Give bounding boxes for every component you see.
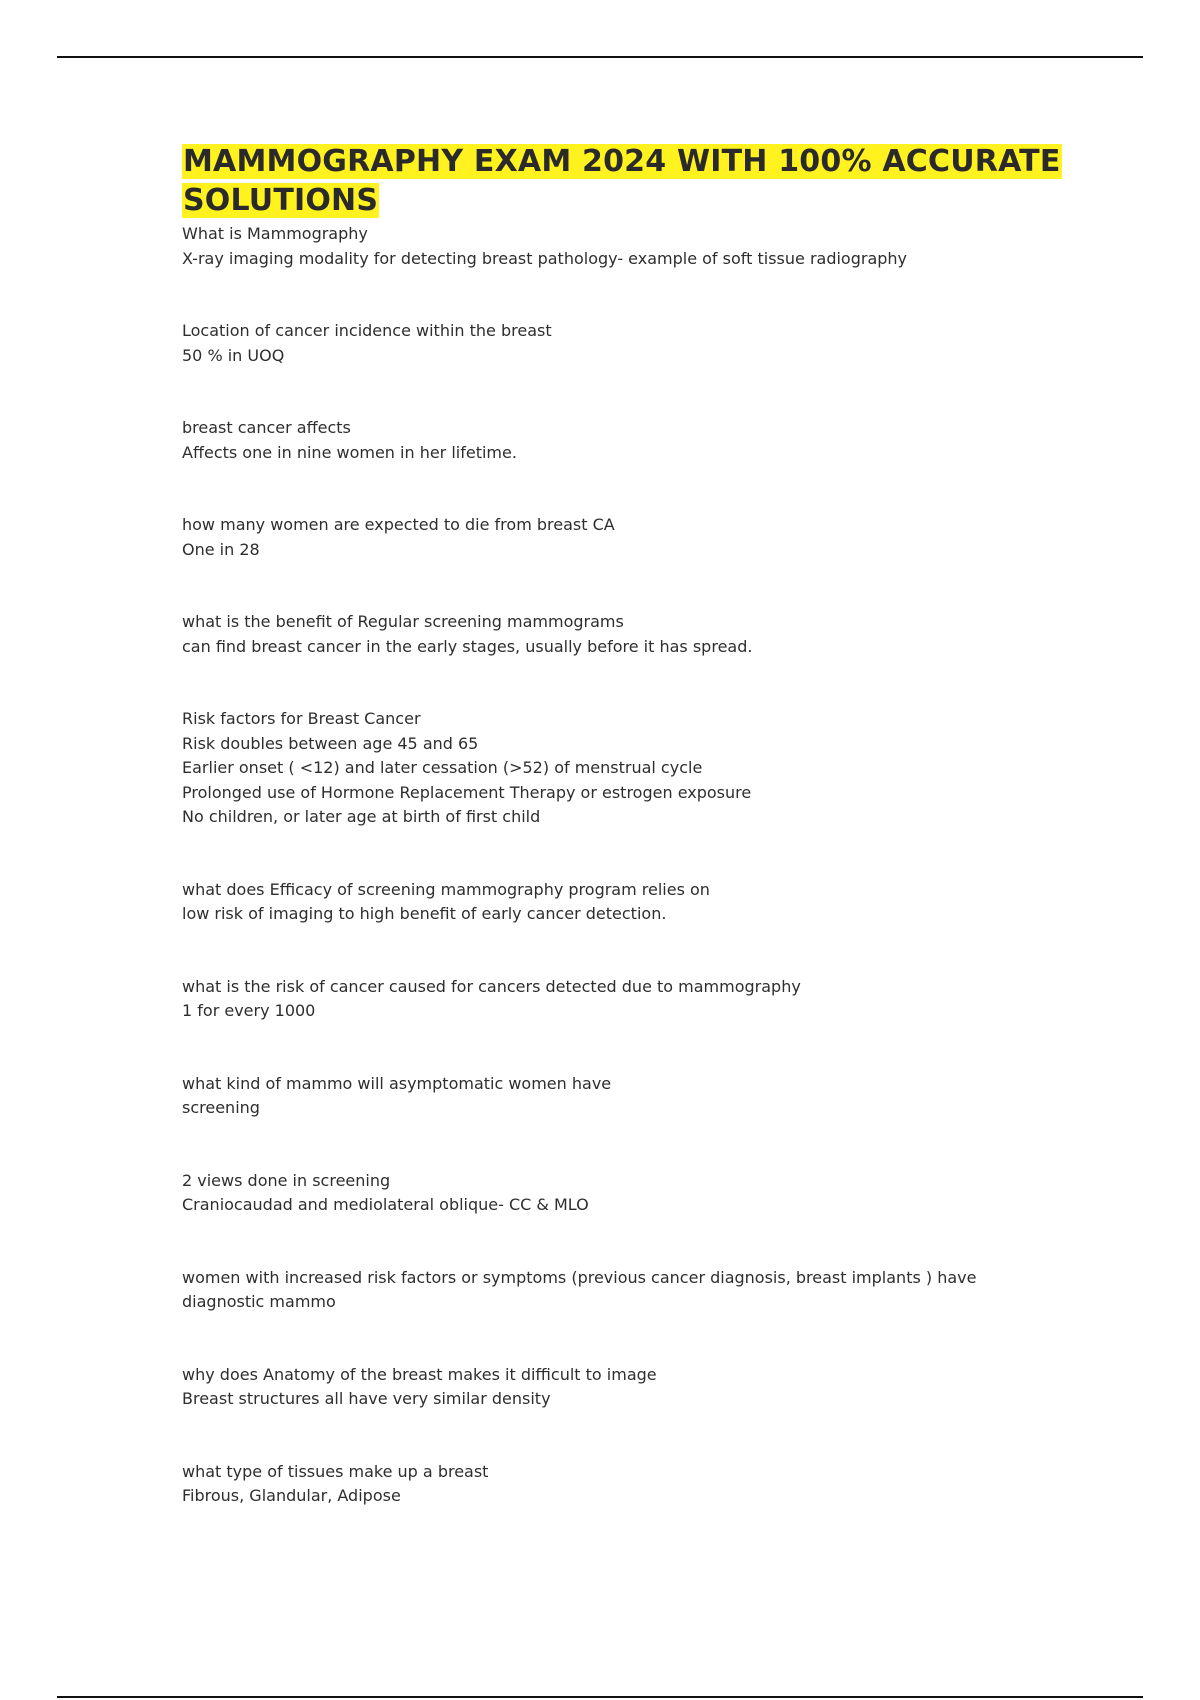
- header-rule: [57, 56, 1143, 58]
- qa-item: [182, 513, 1082, 562]
- qa-item: [182, 878, 1082, 927]
- qa-item: [182, 1460, 1082, 1509]
- qa-item: [182, 1266, 1082, 1315]
- qa-item: [182, 222, 1082, 271]
- footer-rule: [57, 1696, 1143, 1698]
- qa-item: [182, 1363, 1082, 1412]
- qa-question: Risk factors for Breast Cancer: [182, 709, 421, 728]
- qa-question: What is Mammography: [182, 224, 368, 243]
- qa-list: [182, 222, 1082, 1509]
- qa-question: what is the risk of cancer caused for cancers detected due to mammography: [182, 976, 801, 996]
- qa-answer-line: Fibrous, Glandular, Adipose: [182, 1486, 401, 1505]
- qa-item: [182, 416, 1082, 465]
- qa-question: how many women are expected to die from breast CA: [182, 515, 615, 534]
- qa-answer-line: diagnostic mammo: [182, 1292, 336, 1311]
- qa-item: [182, 610, 1082, 659]
- qa-question: what type of tissues make up a breast: [182, 1461, 489, 1481]
- qa-answer-line: 1 for every 1000: [182, 1001, 316, 1020]
- qa-question: what kind of mammo will asymptomatic women have: [182, 1073, 612, 1093]
- qa-answer-line: screening: [182, 1098, 260, 1117]
- qa-answer-line: Prolonged use of Hormone Replacement Therapy or estrogen exposure: [182, 782, 752, 802]
- qa-question: Location of cancer incidence within the breast: [182, 321, 552, 340]
- qa-answer-line: X-ray imaging modality for detecting breast pathology- example of soft tissue radiography: [182, 248, 908, 268]
- qa-answer-line: can find breast cancer in the early stages, usually before it has spread.: [182, 636, 753, 656]
- qa-answer-line: Risk doubles between age 45 and 65: [182, 733, 479, 753]
- title-highlight: MAMMOGRAPHY EXAM 2024 WITH 100% ACCURATE SOLUTIONS: [183, 144, 1061, 218]
- qa-question: what does Efficacy of screening mammography program relies on: [182, 879, 710, 899]
- qa-answer-line: 50 % in UOQ: [182, 345, 285, 365]
- qa-answer-line: Craniocaudad and mediolateral oblique- CC & MLO: [182, 1195, 589, 1214]
- qa-item: [182, 319, 1082, 368]
- qa-question: breast cancer affects: [182, 418, 351, 437]
- document-body: [182, 142, 1082, 1557]
- qa-answer-line: low risk of imaging to high benefit of early cancer detection.: [182, 904, 667, 923]
- qa-item: [182, 975, 1082, 1024]
- qa-item: [182, 1169, 1082, 1218]
- qa-answer-line: No children, or later age at birth of first child: [182, 807, 541, 826]
- qa-item: [182, 707, 1082, 830]
- qa-answer-line: Earlier onset ( <12) and later cessation (>52) of menstrual cycle: [182, 758, 703, 777]
- qa-answer-line: One in 28: [182, 539, 260, 559]
- qa-question: 2 views done in screening: [182, 1170, 391, 1190]
- qa-question: why does Anatomy of the breast makes it difficult to image: [182, 1364, 657, 1384]
- qa-answer-line: Affects one in nine women in her lifetime.: [182, 442, 517, 462]
- document-title: [182, 142, 1082, 220]
- qa-question: what is the benefit of Regular screening mammograms: [182, 612, 624, 631]
- qa-question: women with increased risk factors or symptoms (previous cancer diagnosis, breast implants ) have: [182, 1267, 977, 1287]
- qa-answer-line: Breast structures all have very similar density: [182, 1389, 551, 1408]
- qa-item: [182, 1072, 1082, 1121]
